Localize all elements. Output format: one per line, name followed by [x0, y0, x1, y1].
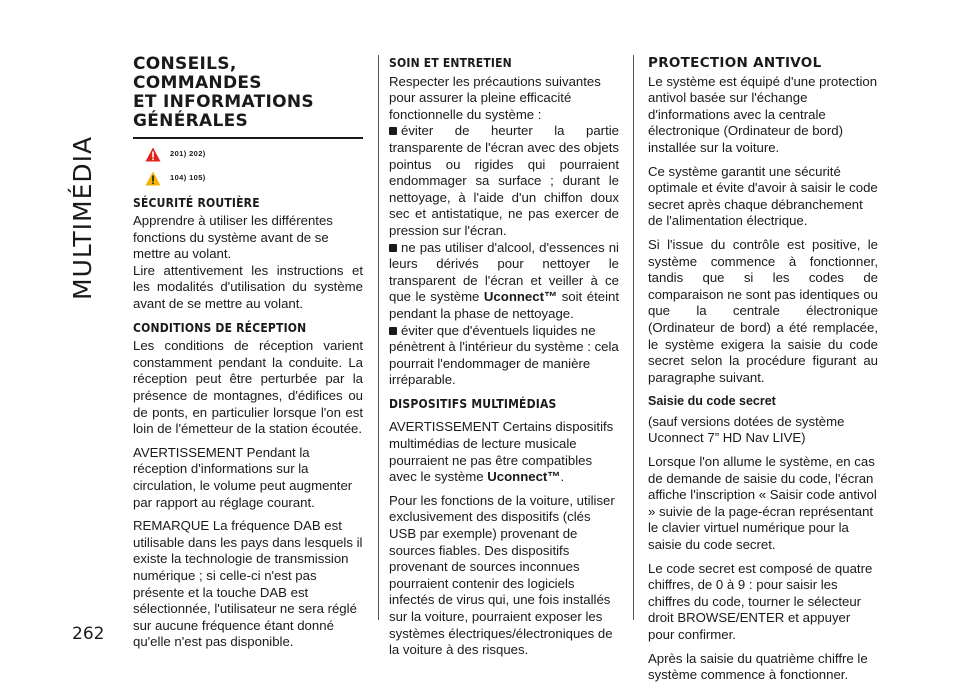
warning-refs: 201) 202) [170, 149, 206, 159]
bullet-icon [389, 327, 397, 335]
devices-paragraph-2: Pour les fonctions de la voiture, utiliser exclusivement des dispositifs (clés USB par exemple) provenant de sources fiables. Des dispositifs provenant de sources inconnues pourraient contenir des logiciels infectés de virus qui, une fois installés sur la voiture, pourraient exposer les systèmes électriques/électroniques de la voiture à des risques. [389, 492, 615, 658]
care-heading: SOIN ET ENTRETIEN [389, 56, 512, 70]
secret-code-paragraph-3: Le code secret est composé de quatre chiffres, de 0 à 9 : pour saisir les chiffres du code, tourner le sélecteur droit BROWSE/ENTER et appuyer pour confirmer. [648, 560, 873, 642]
antitheft-heading: PROTECTION ANTIVOL [648, 55, 822, 71]
antitheft-paragraph-2: Ce système garantit une sécurité optimale et évite d'avoir à saisir le code secret après chaque débranchement de l'alimentation électrique. [648, 163, 878, 229]
warning-row-caution [145, 169, 363, 189]
caution-triangle-icon [145, 171, 161, 186]
main-title-line-1: CONSEILS, COMMANDES [133, 54, 262, 93]
care-bullet-3-text: éviter que d'éventuels liquides ne pénètrent à l'intérieur du système : cela pourrait l'endommager de manière irréparable. [389, 322, 619, 388]
column-3 [648, 55, 878, 691]
devices-paragraph-1-text-b: . [560, 469, 565, 485]
column-divider-1 [378, 55, 379, 620]
main-title [133, 55, 363, 131]
column-2 [389, 55, 619, 666]
column-divider-2 [633, 55, 634, 620]
danger-triangle-icon [145, 147, 161, 162]
product-name: Uconnect™ [487, 469, 561, 485]
reception-heading: CONDITIONS DE RÉCEPTION [133, 320, 307, 335]
secret-code-paragraph-1: (sauf versions dotées de système Uconnect 7” HD Nav LIVE) [648, 413, 845, 446]
devices-paragraph-1-text-a: AVERTISSEMENT Certains dispositifs multimédias de lecture musicale pourraient ne pas être compatibles avec le système [389, 419, 614, 485]
antitheft-paragraph-3: Si l'issue du contrôle est positive, le système commence à fonctionner, tandis que si les codes de comparaison ne sont pas identiques ou que la centrale électronique (Ordinateur de bord) a été remplacée, le système exigera la saisie du code secret selon la procédure figurant au paragraphe suivant. [648, 236, 878, 385]
road-safety-paragraph-1: Apprendre à utiliser les différentes fonctions du système avant de se mettre au volant. [133, 213, 333, 262]
column-1 [133, 55, 363, 658]
care-bullet-1-text: éviter de heurter la partie transparente de l'écran avec des objets pointus ou rigides qui pourraient endommager sa surface ; durant le nettoyage, à l'aide d'un chiffon doux sec et antistatique, ne pas exercer de pression sur l'écran. [389, 123, 619, 238]
care-bullet-3 [389, 323, 619, 389]
secret-code-paragraph-4: Après la saisie du quatrième chiffre le système commence à fonctionner. [648, 650, 868, 683]
bullet-icon [389, 244, 397, 252]
care-bullet-2 [389, 240, 619, 323]
main-title-line-3: GÉNÉRALES [133, 111, 249, 131]
main-title-line-2: ET INFORMATIONS [133, 92, 314, 112]
care-bullet-2-text-a: ne pas utiliser d'alcool, d'essences ni leurs dérivés pour nettoyer le transparent de l'écran et veiller à ce que le système [389, 239, 619, 305]
bullet-icon [389, 127, 397, 135]
chapter-label: MULTIMÉDIA [68, 135, 97, 300]
road-safety-paragraph-2: Lire attentivement les instructions et les modalités d'utilisation du système avant de se mettre au volant. [133, 262, 363, 312]
care-bullet-1 [389, 123, 619, 239]
page-number: 262 [72, 624, 105, 644]
secret-code-paragraph-2: Lorsque l'on allume le système, en cas de demande de saisie du code, l'écran affiche l'inscription « Saisir code antivol » suivie de la page-écran représentant le clavier virtuel numérique pour la saisie du code secret. [648, 454, 877, 553]
product-name: Uconnect™ [483, 289, 558, 305]
devices-heading: DISPOSITIFS MULTIMÉDIAS [389, 396, 557, 411]
reception-paragraph-1: Les conditions de réception varient constamment pendant la conduite. La réception peut être perturbée par la présence de montagnes, d'édifices ou de ponts, en particulier lorsque l'on est loin de l'émetteur de la station écoutée. [133, 338, 363, 437]
antitheft-paragraph-1: Le système est équipé d'une protection antivol basée sur l'échange d'informations avec la centrale électronique (Ordinateur de bord) installée sur la voiture. [648, 73, 878, 155]
care-bullet-2-text-b: soit éteint pendant la phase de nettoyage. [389, 289, 619, 321]
road-safety-heading: SÉCURITÉ ROUTIÈRE [133, 195, 260, 210]
caution-refs: 104) 105) [170, 173, 206, 183]
reception-paragraph-3: REMARQUE La fréquence DAB est utilisable dans les pays dans lesquels il existe la technologie de transmission numérique ; si celle-ci n'est pas présente et la touche DAB est sélectionnée, l'utilisateur ne sera réglé sur aucune fréquence étant donné qu'elle n'est pas disponible. [133, 518, 363, 650]
title-rule [133, 137, 363, 139]
secret-code-subheading: Saisie du code secret [648, 394, 776, 409]
warning-row-danger [145, 145, 363, 165]
reception-paragraph-2: AVERTISSEMENT Pendant la réception d'informations sur la circulation, le volume peut augmenter par rapport au réglage courant. [133, 444, 353, 510]
devices-paragraph-1 [389, 419, 619, 485]
care-intro: Respecter les précautions suivantes pour assurer la pleine efficacité fonctionnelle du système : [389, 73, 601, 122]
